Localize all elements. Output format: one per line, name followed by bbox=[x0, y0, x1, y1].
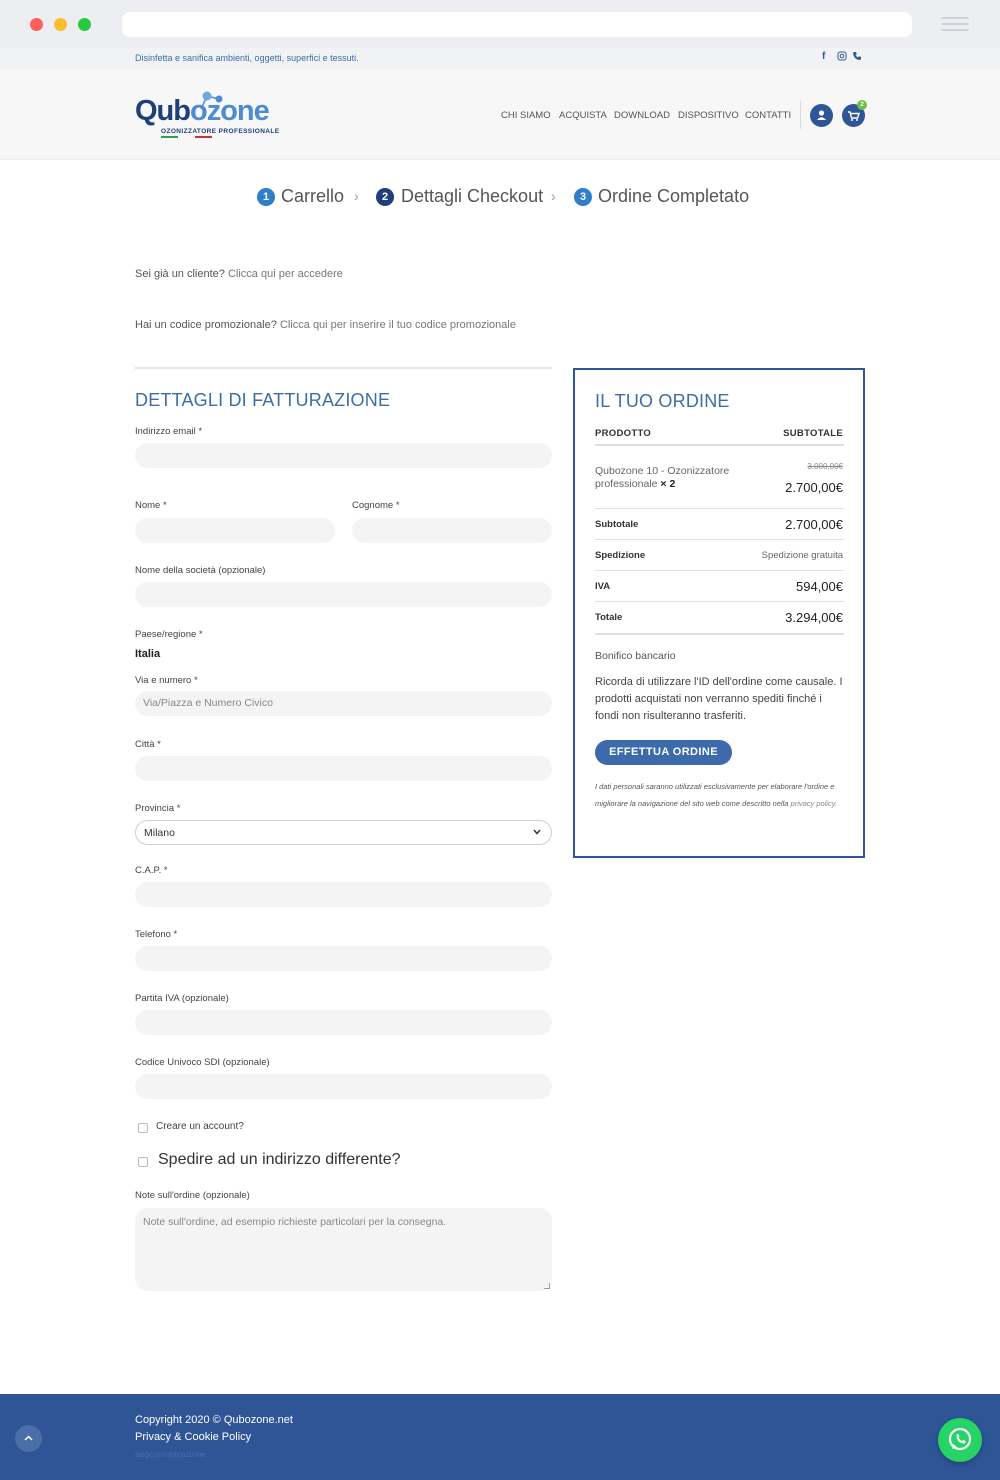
create-account-label[interactable]: Creare un account? bbox=[156, 1121, 244, 1132]
product-name-line-1: Qubozone 10 - Ozonizzatore bbox=[595, 465, 730, 477]
via-placeholder: Via/Piazza e Numero Civico bbox=[143, 697, 273, 709]
payment-method[interactable]: Bonifico bancario bbox=[595, 650, 676, 662]
cognome-field[interactable] bbox=[352, 518, 552, 543]
chevron-down-icon bbox=[532, 826, 542, 841]
place-order-button[interactable]: EFFETTUA ORDINE bbox=[595, 740, 732, 765]
partita-iva-label: Partita IVA (opzionale) bbox=[135, 993, 229, 1004]
via-label: Via e numero * bbox=[135, 675, 198, 686]
row-divider bbox=[595, 539, 844, 540]
cap-field[interactable] bbox=[135, 882, 552, 907]
login-notice bbox=[135, 268, 343, 280]
order-summary bbox=[573, 368, 865, 858]
copyright: Copyright 2020 © Qubozone.net bbox=[135, 1414, 293, 1426]
product-name-line-2: professionale bbox=[595, 478, 658, 490]
whatsapp-icon bbox=[938, 1418, 982, 1462]
promo-question: Hai un codice promozionale? bbox=[135, 319, 277, 331]
step-1-number: 1 bbox=[257, 188, 275, 206]
provincia-label: Provincia * bbox=[135, 803, 181, 814]
billing-title: DETTAGLI DI FATTURAZIONE bbox=[135, 390, 391, 410]
ship-different-label[interactable]: Spedire ad un indirizzo differente? bbox=[158, 1151, 401, 1168]
site-header bbox=[0, 69, 1000, 160]
cap-label: C.A.P. * bbox=[135, 865, 168, 876]
credit-link[interactable]: aegcomunicazione bbox=[135, 1449, 206, 1459]
product-name bbox=[595, 465, 755, 491]
telefono-label: Telefono * bbox=[135, 929, 178, 940]
partita-iva-field[interactable] bbox=[135, 1010, 552, 1035]
step-2-number: 2 bbox=[376, 188, 394, 206]
chevron-right-icon: › bbox=[354, 188, 359, 204]
header-divider bbox=[595, 444, 844, 446]
nav-download[interactable]: DOWNLOAD bbox=[614, 110, 670, 121]
nav-acquista[interactable]: ACQUISTA bbox=[559, 110, 607, 121]
login-link[interactable]: Clicca qui per accedere bbox=[227, 268, 343, 280]
nome-label: Nome * bbox=[135, 500, 167, 511]
nav-contatti[interactable]: CONTATTI bbox=[745, 110, 792, 121]
phone-icon[interactable] bbox=[852, 51, 862, 64]
login-question: Sei già un cliente? bbox=[135, 268, 225, 280]
step-dettagli-checkout: Dettagli Checkout bbox=[401, 186, 544, 206]
back-to-top-button[interactable] bbox=[15, 1425, 42, 1452]
citta-label: Città * bbox=[135, 739, 161, 750]
telefono-field[interactable] bbox=[135, 946, 552, 971]
product-qty: × 2 bbox=[660, 478, 676, 490]
paese-label: Paese/regione * bbox=[135, 629, 203, 640]
societa-field[interactable] bbox=[135, 582, 552, 607]
resize-handle[interactable] bbox=[544, 1283, 550, 1289]
chevron-right-icon: › bbox=[551, 188, 556, 204]
whatsapp-button[interactable] bbox=[938, 1418, 982, 1462]
col-subtotal: SUBTOTALE bbox=[783, 428, 843, 439]
row-divider bbox=[595, 601, 844, 602]
privacy-cookie-link[interactable]: Privacy & Cookie Policy bbox=[135, 1431, 252, 1443]
product-price: 2.700,00€ bbox=[785, 480, 843, 495]
account-button[interactable] bbox=[810, 104, 833, 127]
nav-chi-siamo[interactable]: CHI SIAMO bbox=[501, 110, 551, 121]
total-label: Totale bbox=[595, 612, 623, 623]
promo-link[interactable]: Clicca qui per inserire il tuo codice promozionale bbox=[279, 319, 516, 331]
site-footer bbox=[0, 1394, 1000, 1480]
iva-value: 594,00€ bbox=[796, 579, 843, 594]
notes-label: Note sull'ordine (opzionale) bbox=[135, 1190, 250, 1201]
row-divider bbox=[595, 570, 844, 571]
privacy-policy-link[interactable]: privacy policy. bbox=[790, 799, 838, 808]
email-field[interactable] bbox=[135, 443, 552, 468]
citta-field[interactable] bbox=[135, 756, 552, 781]
sdi-field[interactable] bbox=[135, 1074, 552, 1099]
order-notes-textarea[interactable] bbox=[135, 1208, 552, 1291]
nav-divider bbox=[800, 101, 801, 129]
total-value: 3.294,00€ bbox=[785, 610, 843, 625]
logo-subtitle: OZONIZZATORE PROFESSIONALE bbox=[161, 128, 280, 135]
instagram-icon[interactable] bbox=[837, 51, 847, 64]
qubozone-logo[interactable] bbox=[135, 89, 280, 144]
provincia-value: Milano bbox=[144, 827, 175, 839]
payment-description: Ricorda di utilizzare l'ID dell'ordine come causale. I prodotti acquistati non verranno spediti finché i fondi non risulteranno trasferiti. bbox=[595, 676, 843, 722]
order-title: IL TUO ORDINE bbox=[595, 391, 730, 411]
iva-label: IVA bbox=[595, 581, 611, 592]
shipping-label: Spedizione bbox=[595, 550, 646, 561]
privacy-text: I dati personali saranno utilizzati esclusivamente per elaborare l'ordine e migliorare la navigazione del sito web come descritto nella bbox=[595, 782, 835, 808]
flag-red bbox=[195, 136, 212, 138]
row-divider bbox=[595, 508, 844, 509]
paese-value: Italia bbox=[135, 648, 161, 660]
provincia-select[interactable] bbox=[135, 820, 552, 845]
maximize-window-dot[interactable] bbox=[78, 18, 91, 31]
shipping-value: Spedizione gratuita bbox=[761, 550, 843, 561]
promo-notice bbox=[135, 319, 516, 331]
email-label: Indirizzo email * bbox=[135, 426, 203, 437]
col-product: PRODOTTO bbox=[595, 428, 652, 439]
create-account-checkbox[interactable] bbox=[138, 1123, 148, 1133]
total-divider bbox=[595, 633, 844, 635]
step-ordine-completato: Ordine Completato bbox=[598, 186, 750, 206]
user-icon bbox=[810, 104, 833, 127]
privacy-notice bbox=[595, 778, 847, 812]
top-bar bbox=[0, 48, 1000, 69]
browser-menu-icon[interactable] bbox=[941, 17, 969, 32]
tagline: Disinfetta e sanifica ambienti, oggetti, superfici e tessuti. bbox=[135, 53, 359, 63]
billing-divider bbox=[135, 367, 552, 369]
old-price: 3.000,00€ bbox=[807, 462, 843, 471]
via-field[interactable] bbox=[135, 691, 552, 716]
address-bar[interactable] bbox=[122, 12, 912, 37]
ship-different-checkbox[interactable] bbox=[138, 1157, 148, 1167]
close-window-dot[interactable] bbox=[30, 18, 43, 31]
societa-label: Nome della società (opzionale) bbox=[135, 565, 266, 576]
minimize-window-dot[interactable] bbox=[54, 18, 67, 31]
subtotal-value: 2.700,00€ bbox=[785, 517, 843, 532]
nav-dispositivo[interactable]: DISPOSITIVO bbox=[678, 110, 739, 121]
logo-wordmark: Qubozone bbox=[135, 95, 269, 127]
browser-toolbar bbox=[0, 0, 1000, 48]
subtotal-label: Subtotale bbox=[595, 519, 639, 530]
cognome-label: Cognome * bbox=[352, 500, 400, 511]
notes-placeholder: Note sull'ordine, ad esempio richieste particolari per la consegna. bbox=[143, 1216, 447, 1228]
step-3-number: 3 bbox=[574, 188, 592, 206]
cart-count-badge: 2 bbox=[857, 100, 867, 110]
step-carrello[interactable]: Carrello bbox=[281, 186, 345, 206]
sdi-label: Codice Univoco SDI (opzionale) bbox=[135, 1057, 270, 1068]
facebook-icon[interactable]: f bbox=[822, 51, 826, 62]
chevron-up-icon bbox=[15, 1425, 42, 1452]
flag-green bbox=[161, 136, 178, 138]
nome-field[interactable] bbox=[135, 518, 335, 543]
